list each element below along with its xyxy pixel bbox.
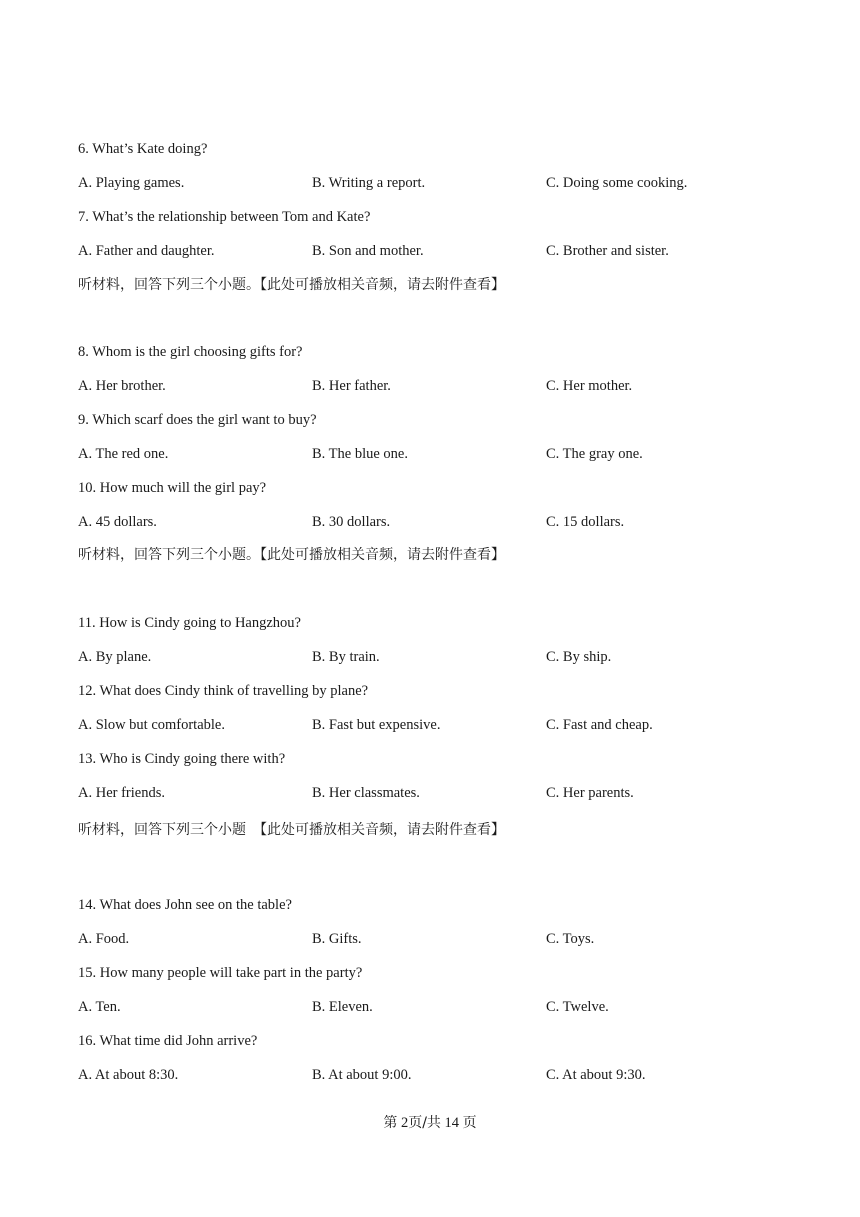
option-a: A. Her friends. [78, 785, 165, 801]
question-text: 13. Who is Cindy going there with? [78, 751, 286, 767]
option-b: B. Gifts. [312, 931, 362, 947]
question-text: 11. How is Cindy going to Hangzhou? [78, 615, 301, 631]
question-text: 14. What does John see on the table? [78, 897, 292, 913]
option-b: B. 30 dollars. [312, 514, 391, 530]
page-footer [0, 1113, 860, 1133]
option-a: A. Playing games. [78, 175, 185, 191]
audio-instruction: 听材料，回答下列三个小题 【此处可播放相关音频，请去附件查看】 [78, 822, 505, 838]
option-a: A. 45 dollars. [78, 514, 157, 530]
question-text: 7. What’s the relationship between Tom and Kate? [78, 209, 371, 225]
footer-prefix: 第 [383, 1115, 398, 1131]
option-c: C. By ship. [546, 649, 612, 665]
option-c: C. Her parents. [546, 785, 634, 801]
question-text: 12. What does Cindy think of travelling by plane? [78, 683, 369, 699]
option-b: B. Son and mother. [312, 243, 424, 259]
question-text: 9. Which scarf does the girl want to buy? [78, 412, 317, 428]
option-b: B. At about 9:00. [312, 1067, 412, 1083]
option-a: A. At about 8:30. [78, 1067, 179, 1083]
audio-instruction: 听材料，回答下列三个小题。【此处可播放相关音频，请去附件查看】 [78, 547, 505, 563]
option-b: B. Her father. [312, 378, 391, 394]
option-a: A. Food. [78, 931, 130, 947]
option-b: B. Fast but expensive. [312, 717, 441, 733]
option-b: B. Writing a report. [312, 175, 426, 191]
option-a: A. Ten. [78, 999, 121, 1015]
option-c: C. Twelve. [546, 999, 609, 1015]
option-b: B. By train. [312, 649, 380, 665]
question-text: 15. How many people will take part in the party? [78, 965, 363, 981]
option-c: C. Brother and sister. [546, 243, 669, 259]
footer-page-number: 2 [400, 1115, 409, 1131]
option-b: B. Eleven. [312, 999, 373, 1015]
option-c: C. Her mother. [546, 378, 633, 394]
option-c: C. At about 9:30. [546, 1067, 646, 1083]
audio-instruction: 听材料，回答下列三个小题。【此处可播放相关音频，请去附件查看】 [78, 277, 505, 293]
footer-middle: 页/共 [408, 1115, 441, 1131]
footer-total-pages: 14 [444, 1115, 460, 1131]
option-c: C. Fast and cheap. [546, 717, 653, 733]
footer-suffix: 页 [462, 1115, 477, 1131]
option-c: C. Doing some cooking. [546, 175, 688, 191]
option-b: B. Her classmates. [312, 785, 420, 801]
option-a: A. Slow but comfortable. [78, 717, 225, 733]
option-a: A. The red one. [78, 446, 169, 462]
option-a: A. By plane. [78, 649, 152, 665]
option-b: B. The blue one. [312, 446, 408, 462]
question-text: 10. How much will the girl pay? [78, 480, 267, 496]
question-text: 8. Whom is the girl choosing gifts for? [78, 344, 303, 360]
option-c: C. The gray one. [546, 446, 643, 462]
question-text: 6. What’s Kate doing? [78, 141, 208, 157]
option-c: C. 15 dollars. [546, 514, 625, 530]
option-a: A. Her brother. [78, 378, 166, 394]
option-c: C. Toys. [546, 931, 595, 947]
option-a: A. Father and daughter. [78, 243, 215, 259]
question-text: 16. What time did John arrive? [78, 1033, 258, 1049]
